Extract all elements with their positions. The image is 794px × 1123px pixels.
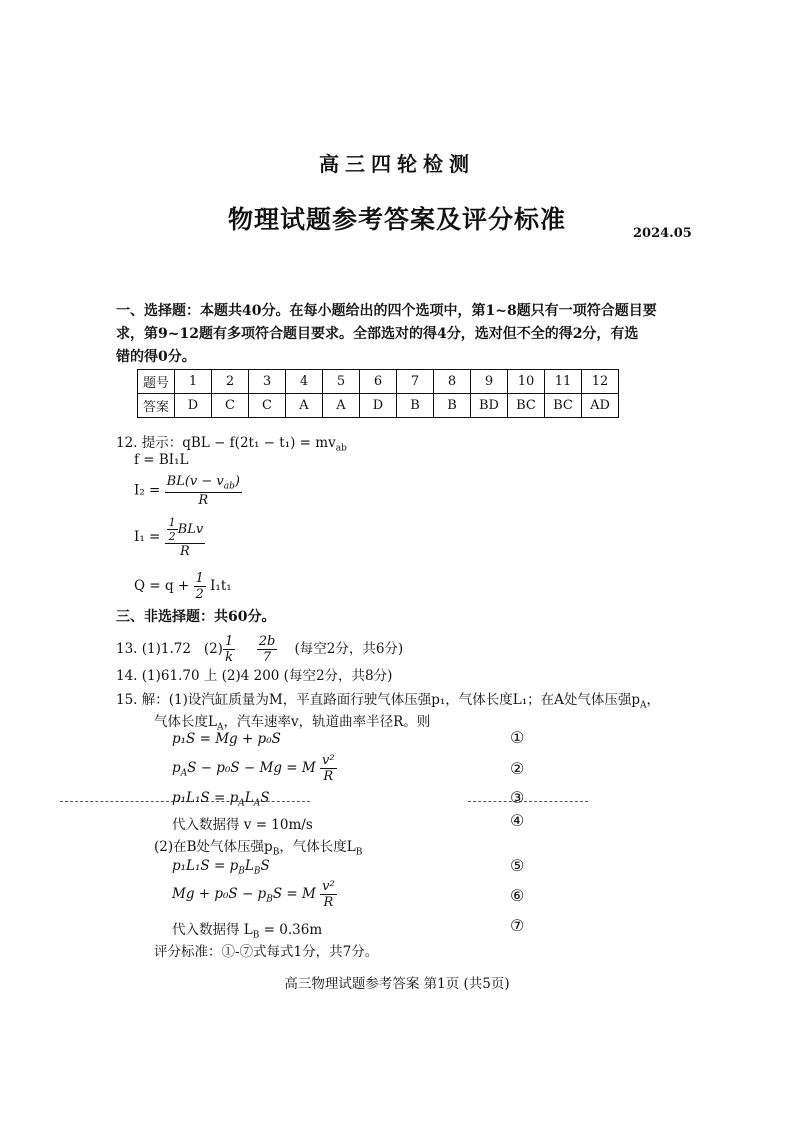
page-title: 高三四轮检测	[319, 152, 475, 176]
q14-answer: 14. (1)61.70 上 (2)4 200 (每空2分，共8分)	[116, 668, 393, 684]
answer-table	[137, 369, 619, 418]
table-cell-answer: C	[249, 394, 286, 418]
table-cell-answer: D	[360, 394, 397, 418]
table-cell-answer: AD	[582, 394, 619, 418]
hint12-line1: 12. 提示：qBL − $f(2t_1 - t_1) = mv_{ab}$	[116, 435, 347, 454]
equation-3: $p_1L_1S = p_AL_AS$	[172, 790, 270, 809]
equation-marker: ③	[510, 788, 525, 807]
table-cell-answer: B	[434, 394, 471, 418]
equation-marker: ⑦	[510, 916, 525, 935]
equation-5: $p_1L_1S = p_BL_BS$	[172, 858, 270, 877]
table-cell-answer: D	[175, 394, 212, 418]
table-header-cell: 答案	[138, 394, 175, 418]
table-cell-number: 7	[397, 370, 434, 394]
equation-1: p₁S = Mg + p₀S	[172, 731, 281, 747]
hint12-i2: I₂ = $\frac{BL(v - v_{ab})}{R}$	[134, 474, 240, 508]
date-label: 2024.05	[633, 226, 692, 241]
q15-line1: 15. 解：(1)设汽缸质量为M，平直路面行驶气体压强p₁，气体长度L₁；在A处气体压强$p_A$，	[116, 692, 661, 711]
table-cell-answer: BD	[471, 394, 508, 418]
fraction: $\frac{1}{2}$ BLv R	[165, 516, 206, 559]
hint12-line2: f = BI₁L	[134, 452, 189, 468]
page-subtitle: 物理试题参考答案及评分标准	[227, 205, 566, 234]
section1-line1: 一、选择题：本题共40分。在每小题给出的四个选项中，第1~8题只有一项符合题目要	[116, 303, 657, 319]
equation-marker: ⑥	[510, 886, 525, 905]
table-cell-answer: BC	[508, 394, 545, 418]
hint12-i1: I₁ = $\frac{1}{2}$ BLv R	[134, 516, 204, 559]
page-footer: 高三物理试题参考答案 第1页 (共5页)	[284, 976, 510, 992]
section3-title: 三、非选择题：共60分。	[116, 609, 276, 625]
table-cell-number: 11	[545, 370, 582, 394]
table-cell-number: 1	[175, 370, 212, 394]
equation-marker: ②	[510, 759, 525, 778]
table-cell-number: 5	[323, 370, 360, 394]
table-cell-answer: A	[323, 394, 360, 418]
table-cell-number: 3	[249, 370, 286, 394]
scoring-note: 评分标准：①-⑦式每式1分，共7分。	[154, 944, 379, 960]
q13-answer: 13. (1)1.72 (2) $\frac{1}{k}$ $\frac{2b}{7}$ (每空2分，共6分)	[116, 634, 404, 665]
table-cell-number: 10	[508, 370, 545, 394]
equation-6: $Mg + p_0S - p_BS = M$ $\frac{\text{v²}}{R}$	[172, 879, 335, 910]
table-row	[138, 394, 619, 418]
table-cell-number: 4	[286, 370, 323, 394]
q15-part2: (2)在B处气体压强$p_B$，气体长度$L_B$	[154, 839, 363, 858]
table-cell-answer: C	[212, 394, 249, 418]
table-cell-answer: BC	[545, 394, 582, 418]
equation-2: $p_AS - p_0S - Mg = M$ $\frac{\text{v²}}{R}$	[172, 753, 335, 784]
section1-line3: 错的得0分。	[116, 349, 196, 365]
table-cell-answer: B	[397, 394, 434, 418]
section1-line2: 求，第9~12题有多项符合题目要求。全部选对的得4分，选对但不全的得2分，有选	[116, 326, 639, 342]
fraction: $\frac{1}{2}$	[195, 571, 204, 602]
table-cell-number: 12	[582, 370, 619, 394]
equation-7: 代入数据得 $L_B = 0.36m$	[172, 922, 323, 941]
equation-4: 代入数据得 v = 10m/s	[172, 817, 313, 833]
hint12-q: Q = q + $\frac{1}{2}$ I₁t₁	[134, 571, 232, 602]
table-cell-number: 8	[434, 370, 471, 394]
table-cell-number: 6	[360, 370, 397, 394]
q15-line2: 气体长度$L_A$，汽车速率v，轨道曲率半径R。则	[154, 714, 431, 733]
fraction: $\frac{BL(v - v_{ab})}{R}$	[166, 474, 240, 508]
table-header-cell: 题号	[138, 370, 175, 394]
scan-rule	[468, 801, 588, 802]
equation-marker: ⑤	[510, 856, 525, 875]
equation-marker: ①	[510, 728, 525, 747]
equation-marker: ④	[510, 811, 525, 830]
table-cell-number: 9	[471, 370, 508, 394]
table-cell-number: 2	[212, 370, 249, 394]
table-row	[138, 370, 619, 394]
table-cell-answer: A	[286, 394, 323, 418]
